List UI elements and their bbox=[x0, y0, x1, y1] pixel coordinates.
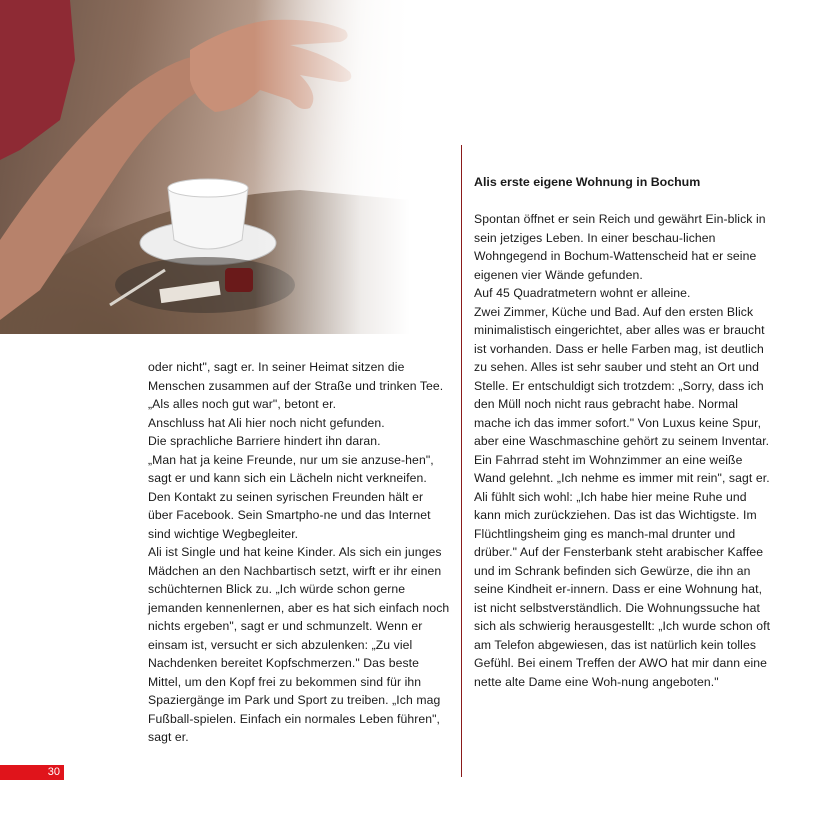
page-number: 30 bbox=[47, 766, 60, 778]
left-paragraph: Die sprachliche Barriere hindert ihn daran. bbox=[148, 434, 381, 448]
left-paragraph: „Man hat ja keine Freunde, nur um sie anzuse-hen", sagt er und kann sich ein Lächeln nicht verkneifen. Den Kontakt zu seinen syrischen Freunden hält er über Facebook. Sein Smartpho-ne und das Internet sind wichtige Wegbegleiter. bbox=[148, 452, 434, 541]
page-number-tab bbox=[0, 765, 64, 780]
right-paragraph: Ein Fahrrad steht im Wohnzimmer an eine weiße Wand gelehnt. „Ich nehme es immer mit rein", sagt er. Ali fühlt sich wohl: „Ich habe hier meine Ruhe und kann mich zurückziehen. Das ist das Wichtigste. Im Flüchtlingsheim ging es manch-mal drunter und drüber." Auf der Fensterbank steht arabischer Kaffee und im Schrank befinden sich Gewürze, die ihn an seine Kindheit er-innern. Dass er eine Wohnung hat, ist nicht selbstverständlich. Die Wohnungssuche hat sich als schwierig herausgestellt: „Ich wurde schon oft am Telefon abgewiesen, das ist natürlich kein tolles Gefühl. Bei einem Treffen der AWO hat mir dann eine nette alte Dame eine Woh-nung angeboten." bbox=[474, 452, 771, 689]
right-paragraph: Auf 45 Quadratmetern wohnt er alleine. bbox=[474, 286, 691, 300]
right-paragraph: Zwei Zimmer, Küche und Bad. Auf den ersten Blick minimalistisch eingerichtet, aber alles was er braucht ist vorhanden. Dass er helle Farben mag, ist deutlich zu sehen. Alles ist sehr sauber und steht an Ort und Stelle. Er entschuldigt sich trotzdem: „Sorry, dass ich den Müll noch nicht raus gebracht habe. Normal mache ich das immer sofort." Von Luxus keine Spur, aber eine Waschmaschine gehört zu seinem Inventar. bbox=[474, 304, 770, 448]
left-paragraph: Anschluss hat Ali hier noch nicht gefunden. bbox=[148, 415, 385, 430]
photo-fade-overlay bbox=[0, 0, 410, 334]
right-paragraph: Spontan öffnet er sein Reich und gewährt Ein-blick in sein jetziges Leben. In einer beschau-lichen Wohngegend in Bochum-Wattenscheid hat er seine eigenen vier Wände gefunden. bbox=[474, 212, 766, 282]
left-text-column bbox=[148, 358, 450, 747]
article-heading: Alis erste eigene Wohnung in Bochum bbox=[474, 175, 701, 189]
right-text-column bbox=[474, 210, 774, 691]
cafe-photo bbox=[0, 0, 410, 334]
left-paragraph: oder nicht", sagt er. In seiner Heimat sitzen die Menschen zusammen auf der Straße und trinken Tee. „Als alles noch gut war", betont er. bbox=[148, 360, 444, 411]
left-paragraph: Ali ist Single und hat keine Kinder. Als sich ein junges Mädchen an den Nachbartisch setzt, wirft er ihr einen schüchternen Blick zu. „Ich würde schon gerne jemanden kennenlernen, aber es hat sich einfach noch nichts ergeben", sagt er und schmunzelt. Wenn er einsam ist, versucht er sich abzulenken: „Zu viel Nachdenken bereitet Kopfschmerzen." Das beste Mittel, um den Kopf frei zu bekommen sind für ihn Spaziergänge im Park und Sport zu treiben. „Ich mag Fußball-spielen. Einfach ein normales Leben führen", sagt er. bbox=[148, 545, 450, 744]
column-divider bbox=[461, 145, 462, 777]
